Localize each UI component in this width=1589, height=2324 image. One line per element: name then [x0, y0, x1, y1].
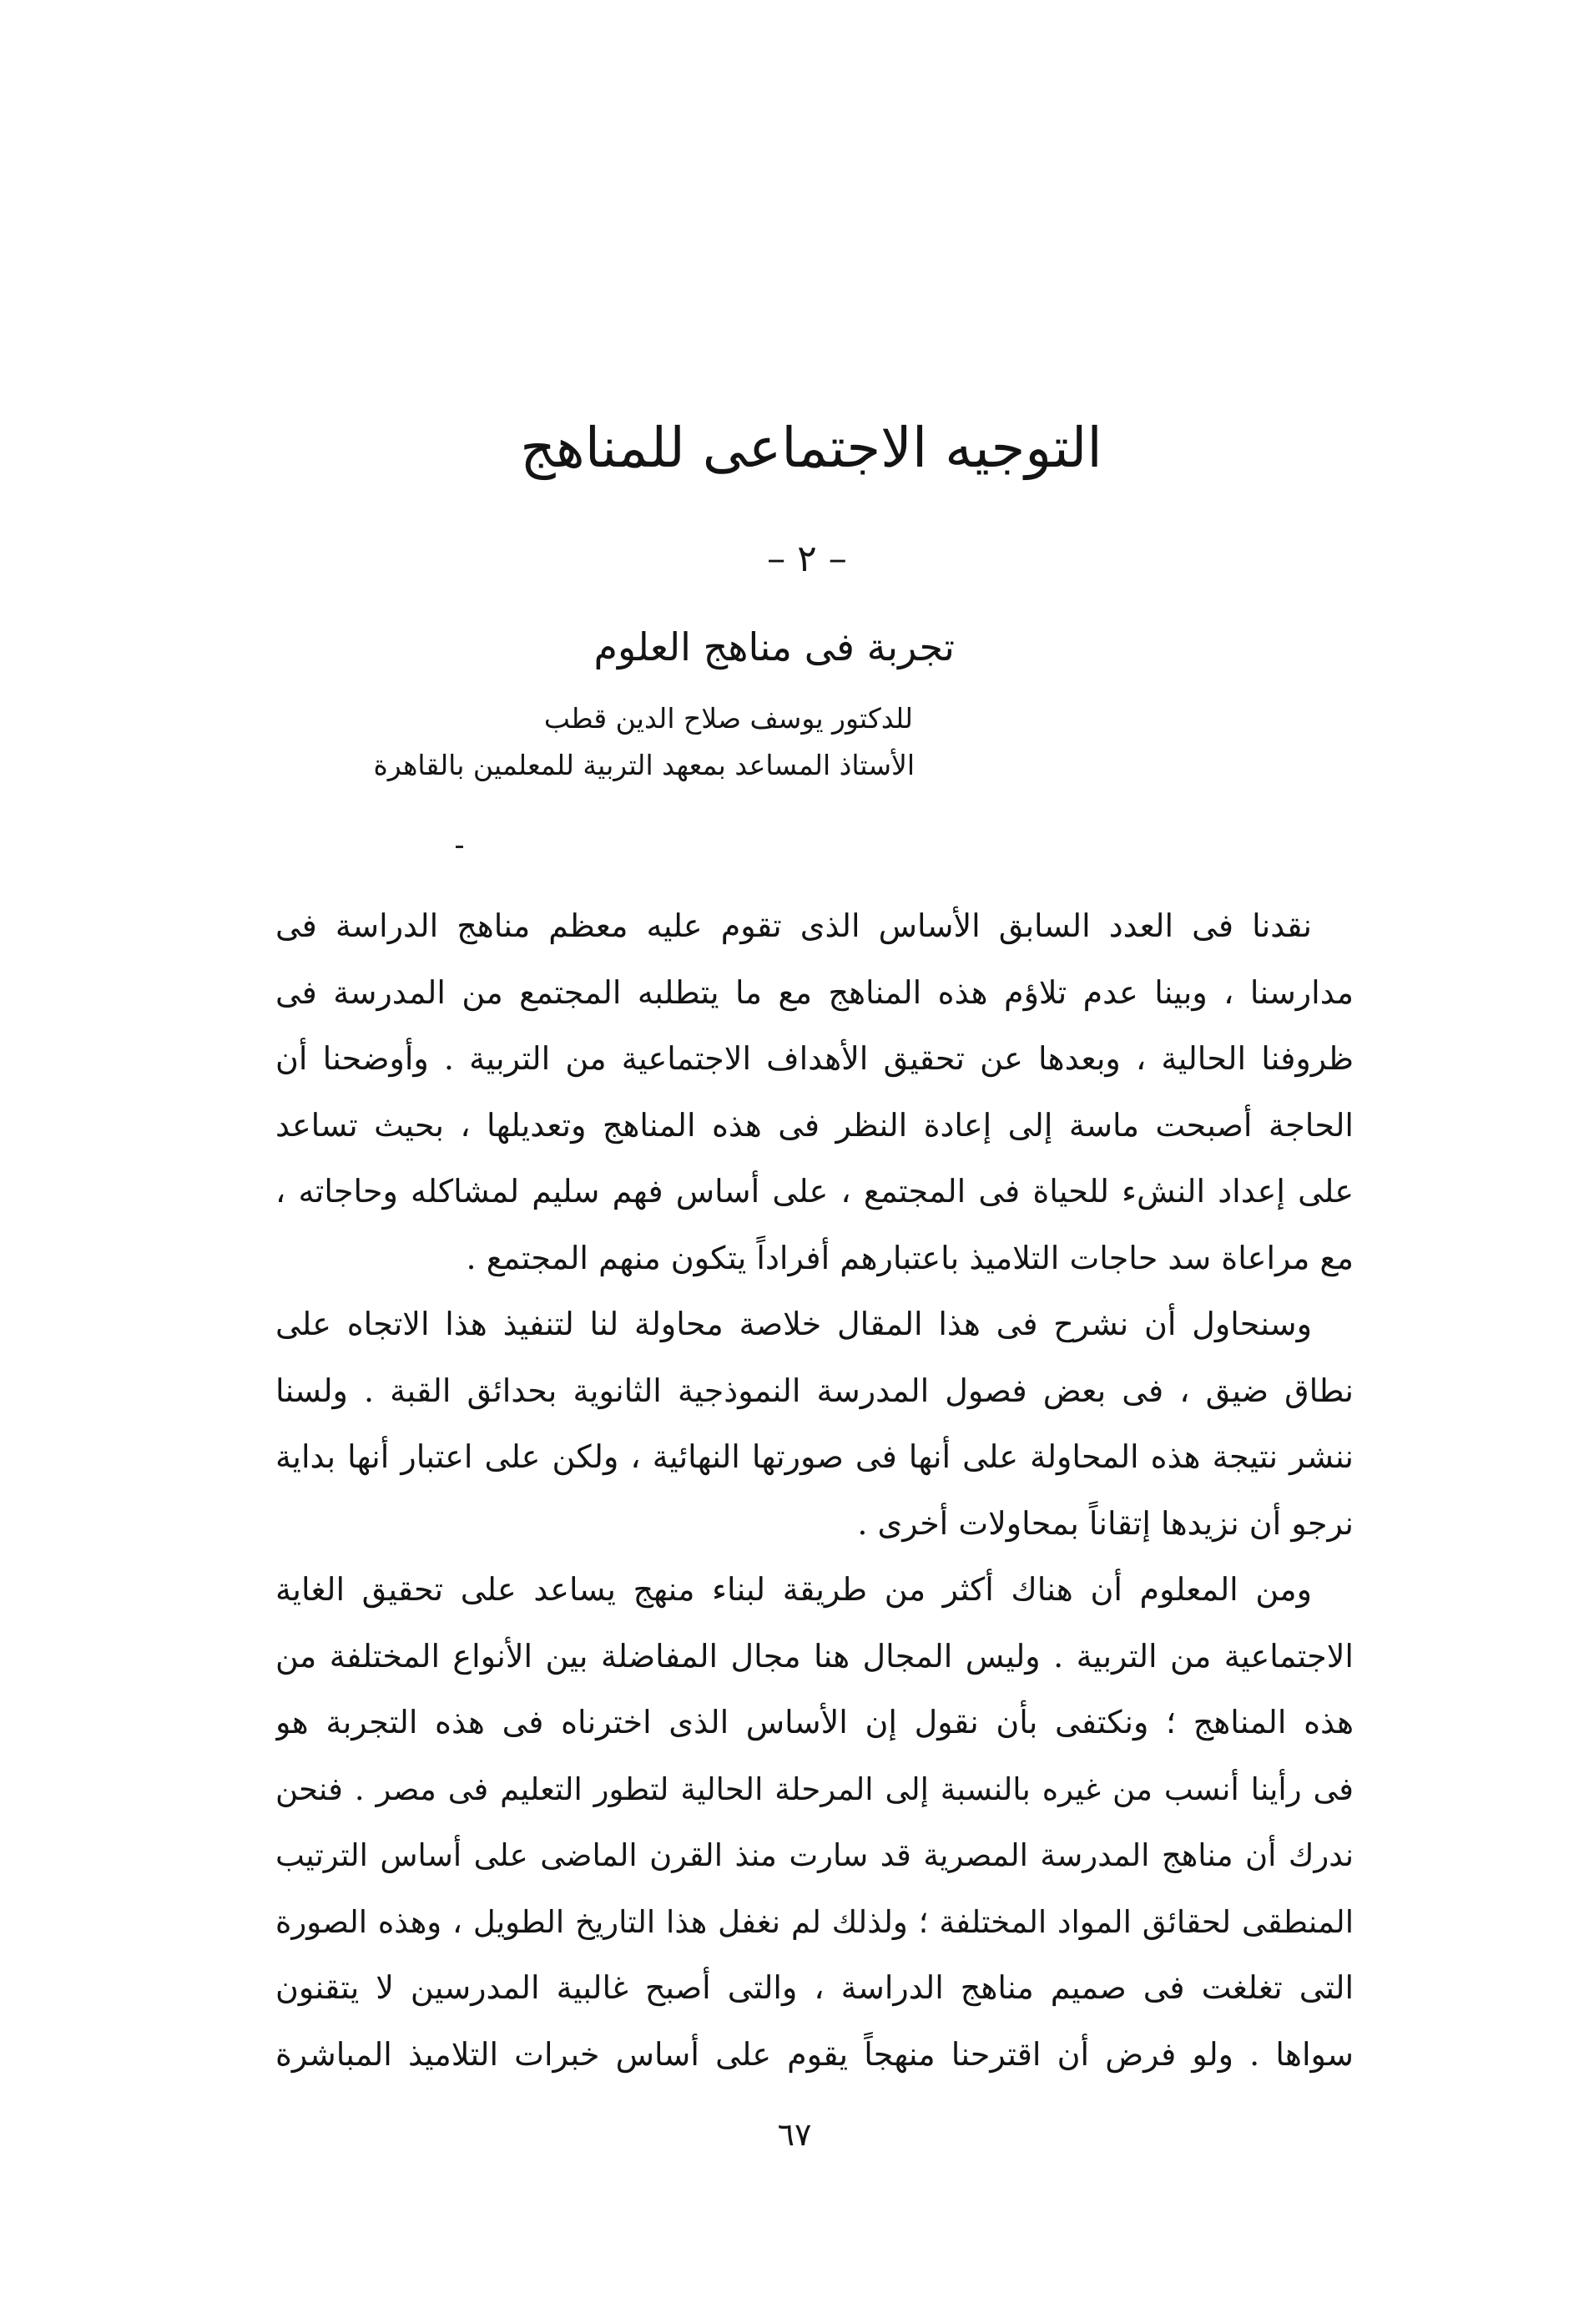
text-line: نقدنا فى العدد السابق الأساس الذى تقوم عليه معظم مناهج الدراسة فى [275, 907, 1312, 944]
text-line: مع مراعاة سد حاجات التلاميذ باعتبارهم أفراداً يتكون منهم المجتمع . [466, 1239, 1354, 1276]
text-line: وسنحاول أن نشرح فى هذا المقال خلاصة محاولة لنا لتنفيذ هذا الاتجاه على [275, 1306, 1312, 1342]
divider-mark [456, 846, 463, 848]
text-line: التى تغلغت فى صميم مناهج الدراسة ، والتى أصبح غالبية المدرسين لا يتقنون [275, 1969, 1354, 2006]
text-line: مدارسنا ، وبينا عدم تلاؤم هذه المناهج مع ما يتطلبه المجتمع من المدرسة فى [275, 973, 1354, 1011]
article-title: التوجيه الاجتماعى للمناهج [520, 416, 1102, 480]
text-line: نطاق ضيق ، فى بعض فصول المدرسة النموذجية الثانوية بحدائق القبة . ولسنا [275, 1372, 1354, 1409]
text-line: الحاجة أصبحت ماسة إلى إعادة النظر فى هذه المناهج وتعديلها ، بحيث تساعد [275, 1106, 1354, 1144]
text-line: على إعداد النشء للحياة فى المجتمع ، على أساس فهم سليم لمشاكله وحاجاته ، [275, 1173, 1354, 1210]
text-line: فى رأينا أنسب من غيره بالنسبة إلى المرحلة الحالية لتطور التعليم فى مصر . فنحن [275, 1771, 1354, 1807]
text-line: ندرك أن مناهج المدرسة المصرية قد سارت منذ القرن الماضى على أساس الترتيب [275, 1837, 1354, 1873]
article-subtitle: تجربة فى مناهج العلوم [593, 624, 955, 669]
author-affiliation: الأستاذ المساعد بمعهد التربية للمعلمين بالقاهرة [373, 749, 915, 781]
text-line: ظروفنا الحالية ، وبعدها عن تحقيق الأهداف الاجتماعية من التربية . وأوضحنا أن [275, 1040, 1354, 1077]
text-line: سواها . ولو فرض أن اقترحنا منهجاً يقوم على أساس خبرات التلاميذ المباشرة [275, 2035, 1354, 2073]
part-number: – ٢ – [767, 538, 847, 580]
text-line: الاجتماعية من التربية . وليس المجال هنا مجال المفاضلة بين الأنواع المختلفة من [275, 1637, 1354, 1675]
text-line: هذه المناهج ؛ ونكتفى بأن نقول إن الأساس الذى اخترناه فى هذه التجربة هو [275, 1704, 1354, 1740]
text-line: نرجو أن نزيدها إتقاناً بمحاولات أخرى . [857, 1504, 1354, 1542]
text-line: ننشر نتيجة هذه المحاولة على أنها فى صورتها النهائية ، ولكن على اعتبار أنها بداية [275, 1438, 1354, 1475]
page-number: ٦٧ [777, 2116, 812, 2153]
body-text [275, 893, 1354, 2088]
text-line: ومن المعلوم أن هناك أكثر من طريقة لبناء منهج يساعد على تحقيق الغاية [275, 1571, 1312, 1608]
text-line: المنطقى لحقائق المواد المختلفة ؛ ولذلك لم نغفل هذا التاريخ الطويل ، وهذه الصورة [275, 1903, 1354, 1940]
author-name: للدكتور يوسف صلاح الدين قطب [543, 702, 913, 735]
